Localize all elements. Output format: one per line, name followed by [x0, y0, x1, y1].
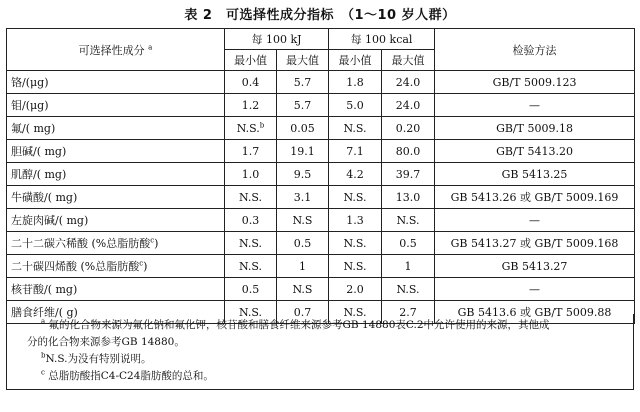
method-header: 检验方法: [435, 29, 635, 71]
kcal-max-cell: 1: [382, 255, 435, 278]
kj-max-header: 最大值: [277, 50, 329, 71]
header-row: [7, 29, 635, 50]
kcal-max-cell: 39.7: [382, 163, 435, 186]
method-cell: GB/T 5009.123: [435, 71, 635, 94]
kj-min-cell: N.S.: [225, 255, 277, 278]
kcal-min-cell: 4.2: [329, 163, 382, 186]
table-row: [7, 232, 635, 255]
kj-min-header: 最小值: [225, 50, 277, 71]
component-name: 左旋肉碱/( mg): [7, 209, 225, 232]
component-header: 可选择性成分 $^a$: [7, 29, 225, 71]
method-cell: GB/T 5413.20: [435, 140, 635, 163]
kj-min-cell: N.S.: [225, 232, 277, 255]
method-cell: GB 5413.27 或 GB/T 5009.168: [435, 232, 635, 255]
method-cell: —: [435, 209, 635, 232]
kj-min-cell: N.S.$^b$: [225, 117, 277, 140]
method-cell: —: [435, 94, 635, 117]
kj-min-cell: 0.3: [225, 209, 277, 232]
table-title: 表 2 可选择性成分指标 （1～10 岁人群）: [184, 8, 456, 23]
kcal-max-header: 最大值: [382, 50, 435, 71]
footnote-a: $^a$ 氟的化合物来源为氟化钠和氟化钾，核苷酸和膳食纤维来源参考GB 14880表C.2中允许使用的来源，其他成: [41, 317, 550, 331]
footnote-b: $^b$N.S.为没有特别说明。: [41, 351, 152, 365]
kcal-min-cell: N.S.: [329, 232, 382, 255]
table-row: [7, 209, 635, 232]
kcal-min-cell: N.S.: [329, 255, 382, 278]
kcal-min-cell: 5.0: [329, 94, 382, 117]
kj-min-cell: N.S.: [225, 186, 277, 209]
kj-min-cell: N.S.: [225, 301, 277, 324]
table-row: [7, 117, 635, 140]
kcal-min-cell: N.S.: [329, 117, 382, 140]
kj-min-cell: 0.4: [225, 71, 277, 94]
footnote-a-continued: 分的化合物来源参考GB 14880。: [27, 336, 185, 348]
component-name: 氟/( mg): [7, 117, 225, 140]
table-row: [7, 94, 635, 117]
method-cell: —: [435, 278, 635, 301]
kcal-min-header: 最小值: [329, 50, 382, 71]
kj-max-cell: 5.7: [277, 71, 329, 94]
kcal-min-cell: 1.8: [329, 71, 382, 94]
component-name: 核苷酸/( mg): [7, 278, 225, 301]
table-row: [7, 71, 635, 94]
kcal-min-cell: 1.3: [329, 209, 382, 232]
kj-min-cell: 1.0: [225, 163, 277, 186]
kcal-min-cell: 2.0: [329, 278, 382, 301]
kcal-min-cell: N.S.: [329, 186, 382, 209]
component-name: 肌醇/( mg): [7, 163, 225, 186]
kcal-max-cell: 13.0: [382, 186, 435, 209]
table-row: [7, 278, 635, 301]
per-kj-header: 每 100 kJ: [225, 29, 329, 50]
kcal-max-cell: 24.0: [382, 94, 435, 117]
component-name: 铬/(μg): [7, 71, 225, 94]
kcal-max-cell: 24.0: [382, 71, 435, 94]
component-name: 钼/(μg): [7, 94, 225, 117]
kj-min-cell: 0.5: [225, 278, 277, 301]
method-cell: GB 5413.25: [435, 163, 635, 186]
component-name: 膳食纤维/( g): [7, 301, 225, 324]
kj-max-cell: 5.7: [277, 94, 329, 117]
kcal-min-cell: N.S.: [329, 301, 382, 324]
component-name: 二十碳四烯酸 (%总脂肪酸$^c$): [7, 255, 225, 278]
footnote-c: $^c$ 总脂肪酸指C4-C24脂肪酸的总和。: [41, 368, 214, 382]
kj-max-cell: 0.7: [277, 301, 329, 324]
kcal-max-cell: N.S.: [382, 209, 435, 232]
kcal-max-cell: N.S.: [382, 278, 435, 301]
method-cell: GB 5413.6 或 GB/T 5009.88: [435, 301, 635, 324]
table-row: [7, 255, 635, 278]
method-cell: GB 5413.26 或 GB/T 5009.169: [435, 186, 635, 209]
component-name: 胆碱/( mg): [7, 140, 225, 163]
method-cell: GB 5413.27: [435, 255, 635, 278]
kj-max-cell: 19.1: [277, 140, 329, 163]
kcal-max-cell: 2.7: [382, 301, 435, 324]
kcal-max-cell: 0.5: [382, 232, 435, 255]
footnotes: [6, 314, 634, 390]
kcal-max-cell: 0.20: [382, 117, 435, 140]
kj-max-cell: 0.5: [277, 232, 329, 255]
table-row: [7, 163, 635, 186]
table-row: [7, 140, 635, 163]
component-name: 二十二碳六稀酸 (%总脂肪酸$^c$): [7, 232, 225, 255]
kcal-min-cell: 7.1: [329, 140, 382, 163]
optional-components-table: [6, 28, 635, 324]
kj-max-cell: 9.5: [277, 163, 329, 186]
kj-max-cell: 3.1: [277, 186, 329, 209]
method-cell: GB/T 5009.18: [435, 117, 635, 140]
table-row: [7, 186, 635, 209]
kj-max-cell: N.S: [277, 278, 329, 301]
component-name: 牛磺酸/( mg): [7, 186, 225, 209]
kj-min-cell: 1.7: [225, 140, 277, 163]
per-kcal-header: 每 100 kcal: [329, 29, 435, 50]
kj-max-cell: N.S: [277, 209, 329, 232]
kcal-max-cell: 80.0: [382, 140, 435, 163]
kj-max-cell: 1: [277, 255, 329, 278]
kj-min-cell: 1.2: [225, 94, 277, 117]
kj-max-cell: 0.05: [277, 117, 329, 140]
